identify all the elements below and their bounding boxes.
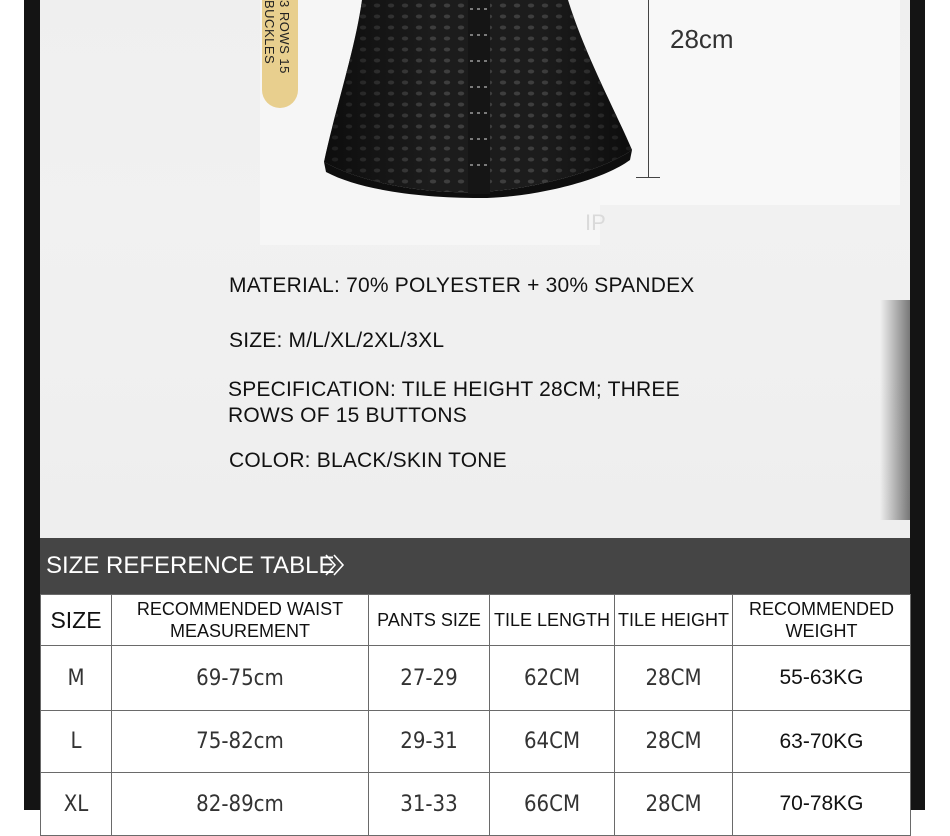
spec-color: COLOR: BLACK/SKIN TONE [229, 449, 507, 472]
cell-weight: 70-78KG [733, 773, 911, 836]
buckle-label: 3 ROWS 15 BUCKLES [262, 0, 292, 74]
col-header-height: TILE HEIGHT [615, 595, 733, 646]
col-header-waist [112, 595, 369, 646]
cell-waist: 82-89cm [112, 773, 369, 836]
cell-height: 28CM [615, 773, 733, 836]
waist-trainer-image [300, 0, 650, 200]
col-header-weight-line2: WEIGHT [785, 621, 858, 641]
table-row [41, 773, 911, 836]
size-reference-table [40, 594, 911, 836]
watermark-text: IP [585, 210, 606, 235]
edge-shadow [880, 300, 910, 520]
cell-waist: 75-82cm [112, 711, 369, 773]
left-frame-bar [24, 0, 40, 810]
size-table-header-band [40, 538, 910, 594]
spec-specification-line1: SPECIFICATION: TILE HEIGHT 28CM; THREE [228, 378, 680, 401]
size-table-title: SIZE REFERENCE TABLE [46, 552, 335, 579]
table-row [41, 711, 911, 773]
col-header-pants: PANTS SIZE [369, 595, 490, 646]
table-row [41, 646, 911, 711]
cell-length: 62CM [490, 646, 615, 711]
double-chevron-right-icon [323, 552, 347, 578]
cell-waist: 69-75cm [112, 646, 369, 711]
col-header-length: TILE LENGTH [490, 595, 615, 646]
spec-size: SIZE: M/L/XL/2XL/3XL [229, 329, 445, 352]
height-ruler-label: 28cm [670, 24, 734, 54]
col-header-waist-line1: RECOMMENDED WAIST [136, 599, 344, 619]
cell-pants: 31-33 [369, 773, 490, 836]
col-header-size: SIZE [41, 595, 112, 646]
cell-weight: 63-70KG [733, 711, 911, 773]
spec-specification-line2: ROWS OF 15 BUTTONS [228, 404, 467, 427]
col-header-weight-line1: RECOMMENDED [748, 599, 894, 619]
cell-weight: 55-63KG [733, 646, 911, 711]
spec-material: MATERIAL: 70% POLYESTER + 30% SPANDEX [229, 274, 695, 297]
spec-specification [228, 377, 680, 429]
col-header-weight [733, 595, 911, 646]
buckle-label-tag [262, 0, 298, 108]
cell-height: 28CM [615, 711, 733, 773]
height-ruler-line [648, 0, 649, 178]
cell-pants: 27-29 [369, 646, 490, 711]
cell-length: 64CM [490, 711, 615, 773]
table-header-row [41, 595, 911, 646]
cell-size: XL [41, 773, 112, 836]
cell-length: 66CM [490, 773, 615, 836]
right-frame-bar [910, 0, 925, 810]
height-ruler-tick [636, 177, 660, 178]
cell-height: 28CM [615, 646, 733, 711]
cell-pants: 29-31 [369, 711, 490, 773]
col-header-waist-line2: MEASUREMENT [169, 621, 310, 641]
cell-size: M [41, 646, 112, 711]
cell-size: L [41, 711, 112, 773]
